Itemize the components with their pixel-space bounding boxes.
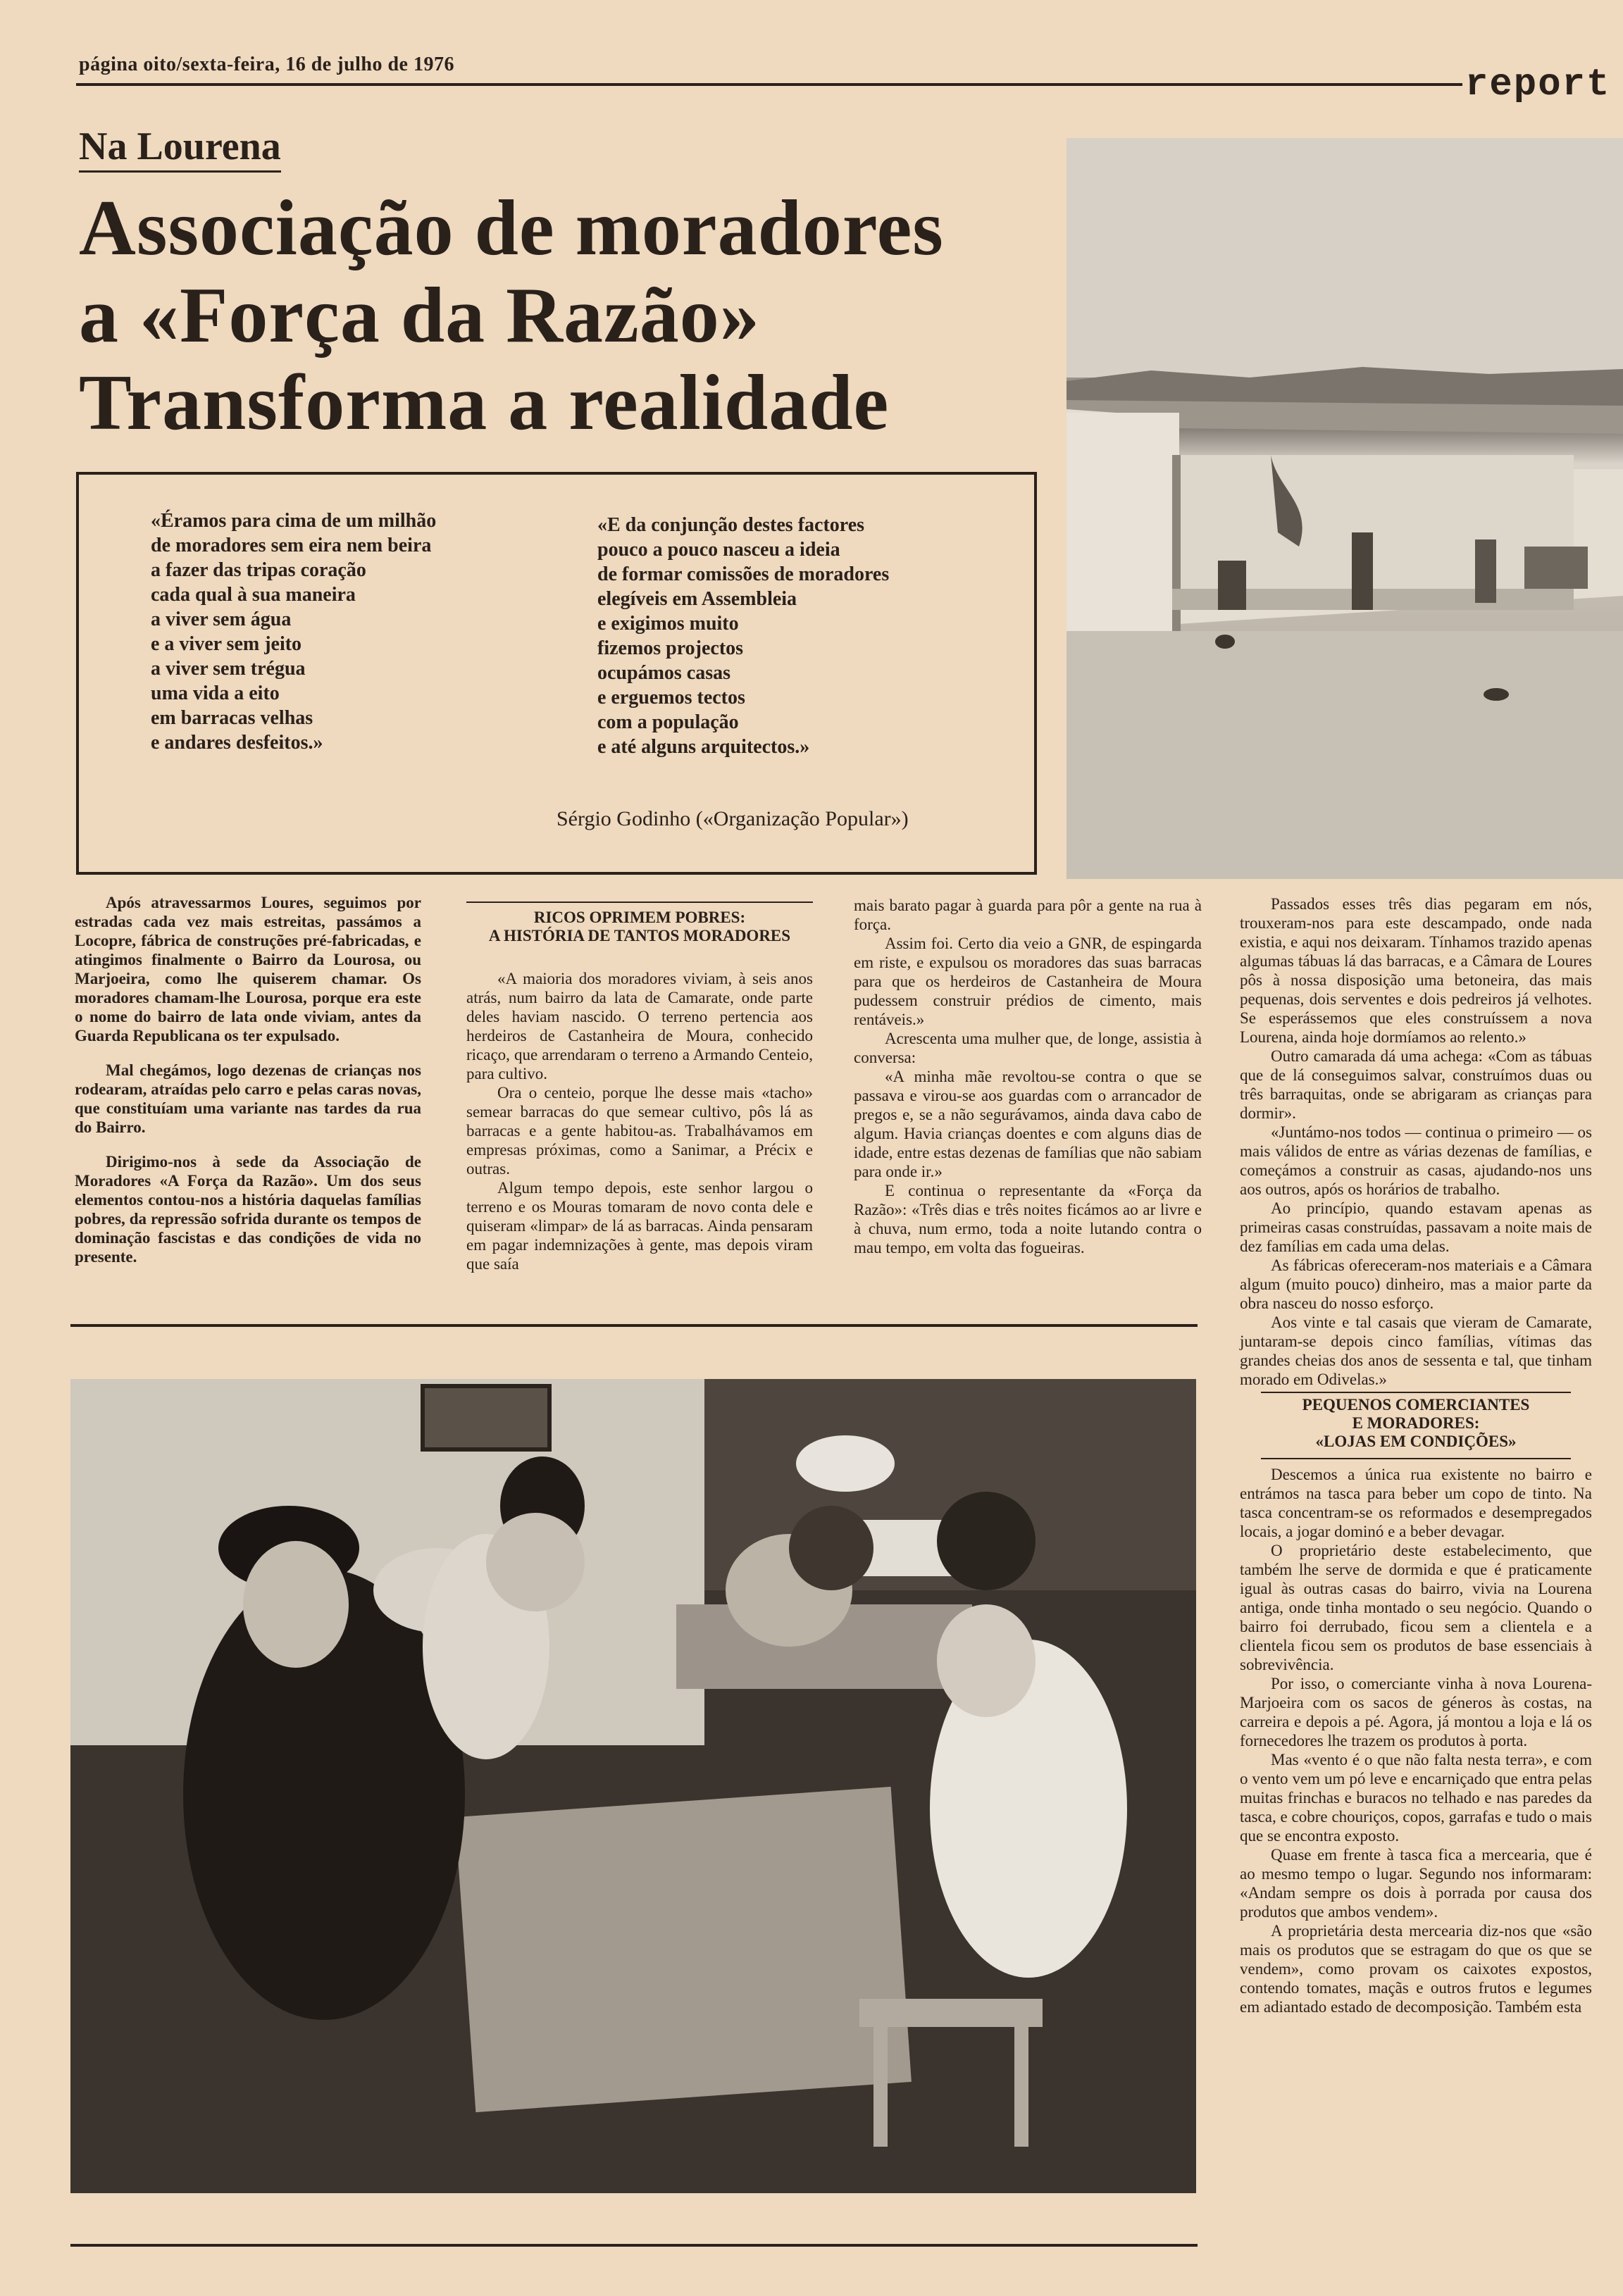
article-column-4 xyxy=(1240,894,1592,2016)
paragraph: Dirigimo-nos à sede da Associação de Moradores «A Força da Razão». Um dos seus elementos contou-nos a história daquelas famílias pobres, da repressão sofrida durante os tempos de dominação fascistas e das condições de vida no presente. xyxy=(75,1153,421,1266)
section-rule xyxy=(70,1324,1198,1327)
photo-tavern-illustration xyxy=(70,1379,1196,2193)
paragraph: Quase em frente à tasca fica a mercearia, que é ao mesmo tempo o lugar. Segundo nos informaram: «Andam sempre os dois à porrada por causa dos produtos que ambos vendem». xyxy=(1240,1846,1592,1921)
bottom-rule xyxy=(70,2244,1198,2247)
paragraph: Ora o centeio, porque lhe desse mais «tacho» semear barracas do que semear cultivo, pôs lá as barracas e a gente habitou-as. Trabalhávamos em empresas próximas, como a Sanimar, a Précix e outras. xyxy=(466,1084,813,1178)
paragraph: Mal chegámos, logo dezenas de crianças nos rodearam, atraídas pelo carro e pelas caras novas, que constituíam uma variante nas tardes da rua do Bairro. xyxy=(75,1061,421,1136)
article-headline xyxy=(79,185,1065,447)
subhead-rule xyxy=(466,901,813,903)
paragraph: «A maioria dos moradores viviam, à seis anos atrás, num bairro da lata de Camarate, onde parte deles haviam nascido. O terreno pertencia aos herdeiros de Castanheira de Moura, conhecido ricaço, que arrendaram o terreno a Armando Centeio, para cultivo. xyxy=(466,970,813,1083)
paragraph: A proprietária desta mercearia diz-nos que «são mais os produtos que se estragam do que os que se vendem», como provam os caixotes expostos, contendo tomates, maçãs e outros frutos e legumes em adiantado estado de decomposição. Também esta xyxy=(1240,1922,1592,2016)
paragraph: E continua o representante da «Força da Razão»: «Três dias e três noites ficámos ao ar livre e à chuva, num ermo, toda a noite lutando contra o mau tempo, em volta das fogueiras. xyxy=(854,1182,1202,1256)
paragraph: Aos vinte e tal casais que vieram de Camarate, juntaram-se depois cinco famílias, vítimas das grandes cheias dos anos de sessenta e tal, que tinham morado em Odivelas.» xyxy=(1240,1314,1592,1388)
paragraph: Ao princípio, quando estavam apenas as primeiras casas construídas, passavam a noite mais de dez famílias em cada uma delas. xyxy=(1240,1199,1592,1255)
quote-right: «E da conjunção destes factores pouco a pouco nasceu a ideia de formar comissões de moradores elegíveis em Assembleia e exigimos muito fizemos projectos ocupámos casas e erguemos tectos com a população e até alguns arquitectos.» xyxy=(597,514,890,758)
article-column-2 xyxy=(466,969,813,1273)
quote-attribution: Sérgio Godinho («Organização Popular») xyxy=(556,807,909,830)
photo-tavern-dominoes xyxy=(70,1379,1196,2193)
subhead-small-shops: PEQUENOS COMERCIANTES E MORADORES: «LOJAS EM CONDIÇÕES» xyxy=(1302,1396,1530,1450)
section-label: report xyxy=(1465,63,1611,106)
paragraph: Outro camarada dá uma achega: «Com as tábuas que de lá conseguimos salvar, construímos duas ou três barraquitas, onde se abrigaram as crianças para dormir». xyxy=(1240,1047,1592,1122)
headline-line-3: Transforma a realidade xyxy=(79,359,890,447)
article-kicker: Na Lourena xyxy=(79,124,281,173)
header-rule xyxy=(76,83,1462,86)
subhead-rich-oppress-poor: RICOS OPRIMEM POBRES: A HISTÓRIA DE TANTOS MORADORES xyxy=(488,909,791,944)
subhead-rule xyxy=(1261,1392,1571,1393)
paragraph: Acrescenta uma mulher que, de longe, assistia à conversa: xyxy=(854,1030,1202,1066)
paragraph: Após atravessarmos Loures, seguimos por estradas cada vez mais estreitas, passámos a Locopre, fábrica de construções pré-fabricadas, e atingimos finalmente o Bairro da Lourosa, ou Marjoeira, como lhe quiserem chamar. Os moradores chamam-lhe Lourosa, porque era este o nome do bairro de lata onde viviam, antes da Guarda Republicana os ter expulsado. xyxy=(75,894,421,1044)
headline-line-1: Associação de moradores xyxy=(79,185,944,272)
photo-neighborhood xyxy=(1067,138,1623,879)
article-column-1 xyxy=(75,893,421,1266)
subhead-rule xyxy=(1261,1458,1571,1459)
paragraph: O proprietário deste estabelecimento, que também lhe serve de dormida e que é praticamente igual às outras casas do bairro, vivia na Lourena antiga, onde tinha montado o seu negócio. Quando o bairro foi derrubado, ficou sem a clientela e a clientela ficou sem os produtos de base essenciais à sobrevivência. xyxy=(1240,1542,1592,1673)
article-column-3 xyxy=(854,896,1202,1257)
paragraph: Passados esses três dias pegaram em nós, trouxeram-nos para este descampado, onde nada existia, e aqui nos deixaram. Tínhamos trazido apenas algumas tábuas lá das barracas, e a Câmara de Loures pôs à nossa disposição uma betoneira, das mais pequenas, dois serventes e dois pedreiros já velhotes. Se esperássemos que eles construíssem a nova Lourena, ainda hoje dormíamos ao relento.» xyxy=(1240,895,1592,1046)
paragraph: Mas «vento é o que não falta nesta terra», e com o vento vem um pó leve e encarniçado que entra pelas muitas frinchas e buracos no telhado e nas paredes da tasca, e cobre chouriços, copos, garrafas e tudo o mais que se encontra exposto. xyxy=(1240,1751,1592,1845)
running-head: página oito/sexta-feira, 16 de julho de 1976 xyxy=(79,54,454,75)
paragraph: As fábricas ofereceram-nos materiais e a Câmara algum (muito pouco) dinheiro, mas a maior parte da obra nasceu do nosso esforço. xyxy=(1240,1256,1592,1312)
paragraph: Por isso, o comerciante vinha à nova Lourena-Marjoeira com os sacos de géneros às costas, na carreira e depois a pé. Agora, já montou a loja e lá os fornecedores lhe trazem os produtos à porta. xyxy=(1240,1675,1592,1749)
paragraph: «Juntámo-nos todos — continua o primeiro — os mais válidos de entre as várias dezenas de famílias, e começámos a construir as casas, ajudando-nos uns aos outros, após os horários de trabalho. xyxy=(1240,1123,1592,1198)
photo-neighborhood-illustration xyxy=(1067,138,1623,879)
paragraph: Descemos a única rua existente no bairro e entrámos na tasca para beber um copo de tinto. Na tasca concentram-se os reformados e desempregados locais, a jogar dominó e a beber devagar. xyxy=(1240,1466,1592,1540)
paragraph: Assim foi. Certo dia veio a GNR, de espingarda em riste, e expulsou os moradores das suas barracas para que os herdeiros de Castanheira de Moura pudessem construir prédios de cimento, mais rentáveis.» xyxy=(854,935,1202,1028)
paragraph: «A minha mãe revoltou-se contra o que se passava e virou-se aos guardas com o arrancador de pregos e, se a não segurávamos, ainda dava cabo de algum. Havia crianças doentes e com alguns dias de idade, entre estas dezenas de famílias que não sabiam para onde ir.» xyxy=(854,1068,1202,1180)
quote-left: «Éramos para cima de um milhão de moradores sem eira nem beira a fazer das tripas coração cada qual à sua maneira a viver sem água e a viver sem jeito a viver sem trégua uma vida a eito em barracas velhas e andares desfeitos.» xyxy=(151,510,437,754)
paragraph: Algum tempo depois, este senhor largou o terreno e os Mouras tomaram de novo conta dele e quiseram «limpar» de lá as barracas. Ainda pensaram em pagar indemnizações à gente, mas depois viram que saía xyxy=(466,1179,813,1273)
headline-line-2: a «Força da Razão» xyxy=(79,272,760,359)
paragraph: mais barato pagar à guarda para pôr a gente na rua à força. xyxy=(854,897,1202,933)
